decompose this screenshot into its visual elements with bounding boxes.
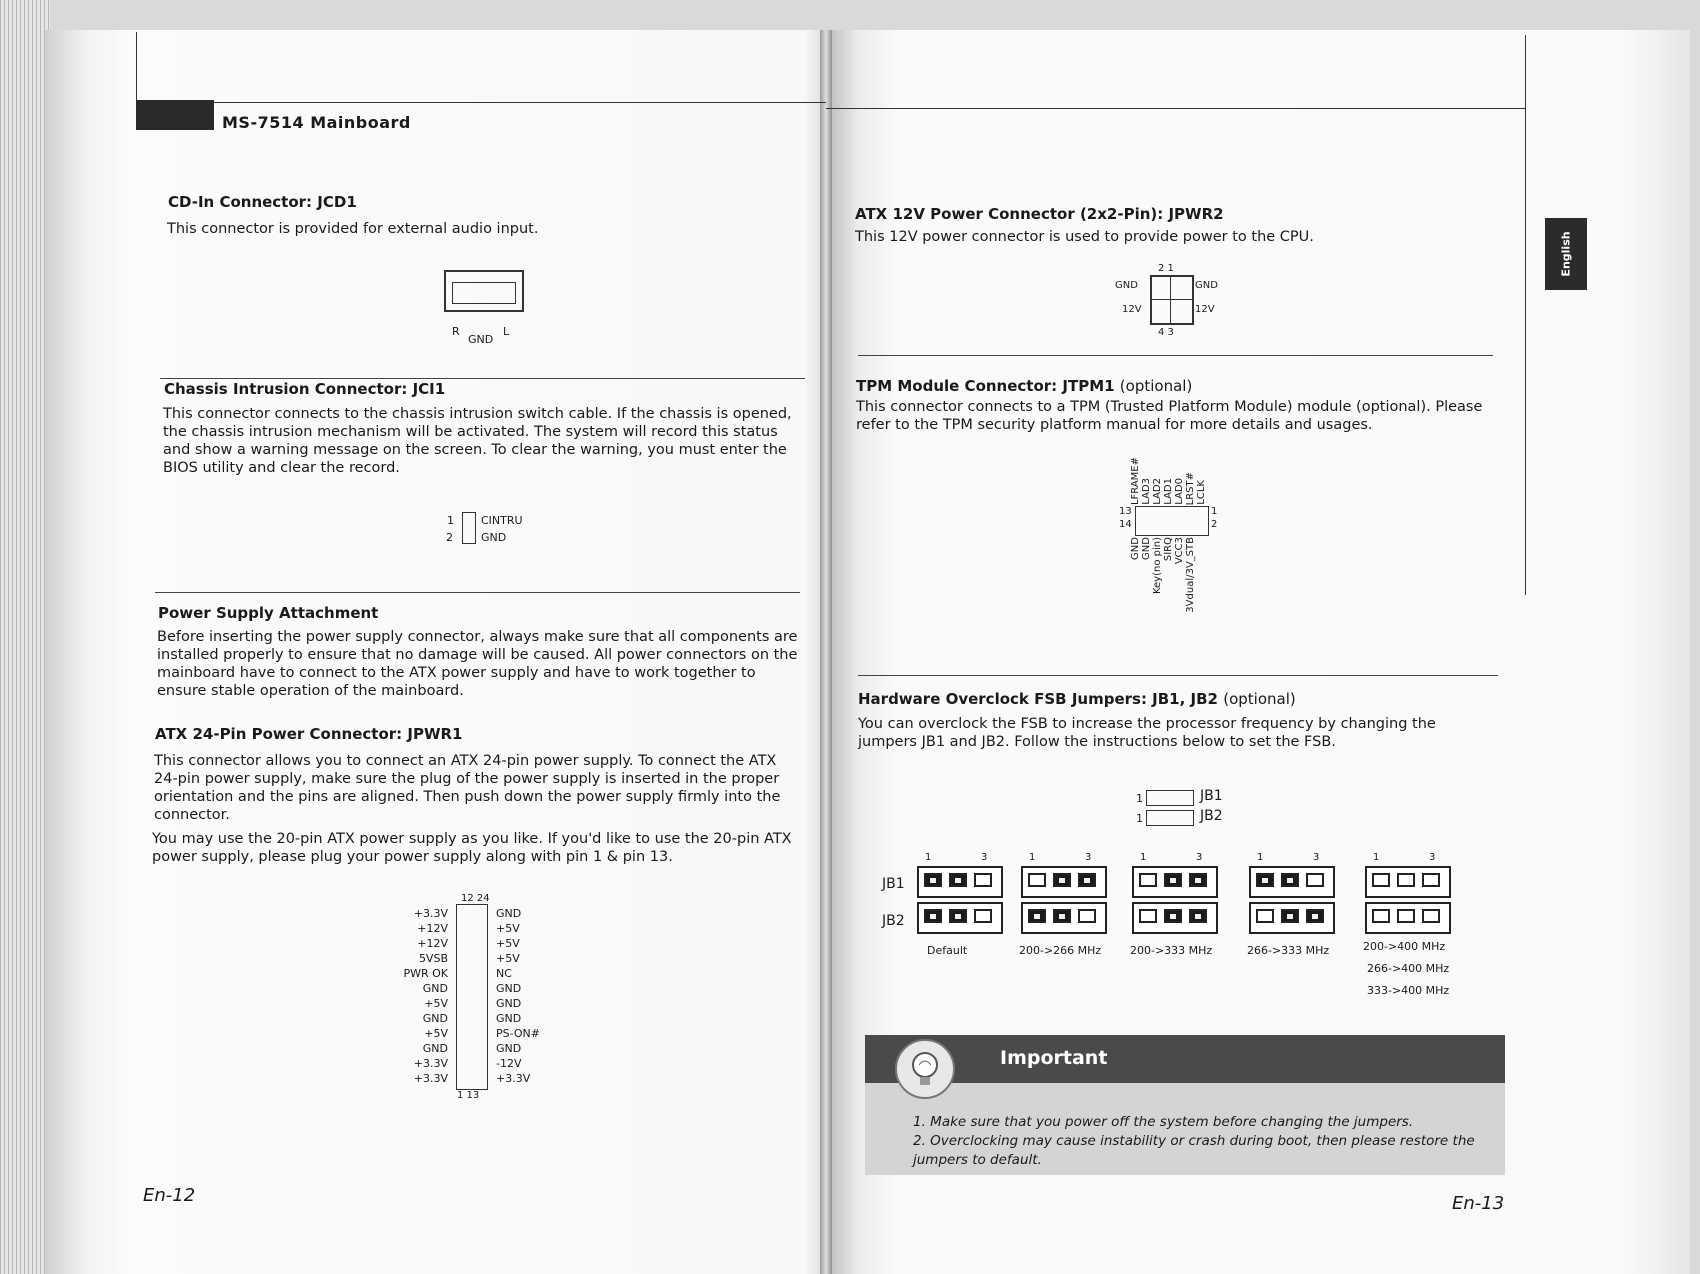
section-divider — [160, 378, 805, 379]
chassis-pin-label: CINTRU — [481, 514, 523, 527]
important-title: Important — [1000, 1047, 1108, 1069]
tpm-pin-label: LCLK — [1196, 480, 1207, 505]
atx24-right-pin-labels — [496, 906, 576, 1086]
fsb-jumper-jb2 — [1132, 902, 1218, 934]
jumper-pin — [924, 873, 942, 887]
important-list — [905, 1113, 1493, 1170]
jumper-pin — [974, 873, 992, 887]
jumper-pin — [1422, 873, 1440, 887]
important-box — [865, 1035, 1505, 1175]
tpm-heading — [856, 377, 1192, 395]
page-header-title: MS-7514 Mainboard — [222, 113, 411, 132]
jumper-pin — [1164, 909, 1182, 923]
jumper-pin — [1281, 873, 1299, 887]
header-bar — [136, 100, 214, 130]
cd-in-heading: CD-In Connector: JCD1 — [168, 193, 357, 211]
atx24-pin-label: GND — [496, 907, 522, 920]
atx24-pin-label: +12V — [417, 937, 448, 950]
fsb-col-num: 1 — [1140, 852, 1147, 863]
tpm-row-num: 2 — [1211, 519, 1218, 530]
fsb-text: You can overclock the FSB to increase the processor frequency by changing the jumpers JB1 and JB2. Follow the instructions below to set the FSB. — [858, 716, 1436, 750]
frame-line — [826, 108, 1526, 109]
fsb-col-num: 3 — [1085, 852, 1092, 863]
fsb-setting-label: 200->333 MHz — [1130, 944, 1213, 957]
atx12v-heading: ATX 12V Power Connector (2x2-Pin): JPWR2 — [855, 205, 1224, 223]
atx24-pin-label: +3.3V — [413, 1072, 448, 1085]
fsb-col-num: 3 — [1313, 852, 1320, 863]
tpm-pin-label: LFRAME# — [1130, 456, 1141, 505]
important-header-bar — [865, 1035, 1505, 1083]
language-tab-label: English — [1559, 231, 1573, 277]
jumper-pin — [1078, 909, 1096, 923]
jumper-pin — [1256, 909, 1274, 923]
jumper-pin — [924, 909, 942, 923]
important-item: 2. Overclocking may cause instability or crash during boot, then please restore the jumpers to default. — [913, 1133, 1475, 1168]
atx24-bottom-nums: 1 13 — [457, 1090, 480, 1101]
tpm-pin-label: LAD2 — [1152, 478, 1163, 505]
atx24-text: This connector allows you to connect an ATX 24-pin power supply. To connect the ATX 24-pin power supply, make sure the plug of the power supply is inserted in the proper orientation and the pins are aligned. Then push down the power supply firmly into the connector. — [154, 753, 781, 823]
fsb-setting-label: 200->400 MHz — [1363, 940, 1446, 953]
tpm-connector-diagram — [1135, 506, 1209, 536]
jumper-pin — [949, 909, 967, 923]
fsb-jumper-jb2 — [1249, 902, 1335, 934]
jumper-pin — [1397, 909, 1415, 923]
page-number-left: En-12 — [143, 1185, 196, 1206]
fsb-col-num: 1 — [1029, 852, 1036, 863]
frame-line — [1525, 35, 1526, 595]
atx24-pin-label: -12V — [496, 1057, 522, 1070]
fsb-jumper-jb1 — [1249, 866, 1335, 898]
fsb-col-num: 3 — [1429, 852, 1436, 863]
fsb-jumper-jb1 — [1365, 866, 1451, 898]
fsb-jumper-jb2 — [1365, 902, 1451, 934]
tpm-row-num: 13 — [1119, 506, 1132, 517]
power-supply-text: Before inserting the power supply connector, always make sure that all components are installed properly to ensure that no damage will be caused. All power connectors on the mainboard have to connect to the ATX power supply and have to work together to ensure stable operation of the mainboard. — [157, 629, 798, 699]
fsb-col-num: 3 — [1196, 852, 1203, 863]
jumper-pin — [1164, 873, 1182, 887]
power-supply-heading: Power Supply Attachment — [158, 604, 379, 622]
jumper-pin — [1028, 909, 1046, 923]
section-divider — [858, 355, 1493, 356]
jumper-pin — [1372, 873, 1390, 887]
fsb-row-label-jb1: JB1 — [882, 876, 905, 892]
atx24-left-pin-labels — [372, 906, 448, 1086]
atx24-pin-label: +5V — [496, 937, 520, 950]
cd-in-pin-l: L — [503, 325, 510, 338]
fsb-col-num: 1 — [1257, 852, 1264, 863]
tpm-pin-label: SIRQ — [1163, 537, 1174, 562]
fsb-col-num: 1 — [925, 852, 932, 863]
fsb-legend-num: 1 — [1136, 812, 1143, 825]
jumper-pin — [1422, 909, 1440, 923]
fsb-col-num: 3 — [981, 852, 988, 863]
cd-in-pin-gnd: GND — [468, 333, 494, 346]
fsb-row-label-jb2: JB2 — [882, 913, 905, 929]
fsb-setting-label: 266->333 MHz — [1247, 944, 1330, 957]
tpm-pin-label: LAD3 — [1141, 478, 1152, 505]
tpm-pin-label: Key(no pin) — [1152, 537, 1163, 595]
frame-line — [136, 32, 137, 102]
fsb-heading — [858, 690, 1296, 708]
atx24-top-nums: 12 24 — [461, 893, 490, 904]
section-divider — [155, 592, 800, 593]
atx12v-text: This 12V power connector is used to provide power to the CPU. — [855, 229, 1314, 245]
tpm-row-num: 14 — [1119, 519, 1132, 530]
atx24-pin-label: GND — [496, 982, 522, 995]
atx12v-bottom-nums: 4 3 — [1158, 327, 1174, 338]
page-number-right: En-13 — [1452, 1193, 1505, 1214]
jumper-pin — [1028, 873, 1046, 887]
tpm-heading-text: TPM Module Connector: JTPM1 — [856, 377, 1115, 395]
jumper-pin — [949, 873, 967, 887]
section-divider — [858, 675, 1498, 676]
atx24-pin-label: +5V — [496, 922, 520, 935]
fsb-jumper-jb1 — [917, 866, 1003, 898]
frame-line — [136, 102, 826, 103]
jumper-pin — [1053, 873, 1071, 887]
cd-in-pin-r: R — [452, 325, 460, 338]
jumper-pin — [1189, 909, 1207, 923]
jumper-pin — [1306, 909, 1324, 923]
jumper-pin — [1189, 873, 1207, 887]
jumper-pin — [1256, 873, 1274, 887]
jumper-pin — [974, 909, 992, 923]
chassis-pin-label: GND — [481, 531, 507, 544]
jumper-pin — [1078, 873, 1096, 887]
atx24-pin-label: PS-ON# — [496, 1027, 540, 1040]
jumper-pin — [1306, 873, 1324, 887]
fsb-jumper-jb1 — [1132, 866, 1218, 898]
tpm-pin-label: GND — [1141, 537, 1152, 560]
jumper-pin — [1397, 873, 1415, 887]
atx24-pin-label: 5VSB — [418, 952, 448, 965]
atx24-pin-label: GND — [422, 1012, 448, 1025]
fsb-jumper-jb2 — [1021, 902, 1107, 934]
atx24-heading: ATX 24-Pin Power Connector: JPWR1 — [155, 725, 463, 743]
tpm-pin-label: GND — [1130, 537, 1141, 560]
atx24-pin-label: GND — [496, 1012, 522, 1025]
tpm-optional: (optional) — [1119, 377, 1193, 395]
atx24-connector-diagram — [456, 904, 488, 1090]
atx12v-label: GND — [1115, 280, 1138, 291]
atx24-pin-label: +3.3V — [413, 1057, 448, 1070]
fsb-jumper-jb2 — [917, 902, 1003, 934]
important-item: 1. Make sure that you power off the system before changing the jumpers. — [913, 1114, 1414, 1130]
language-tab[interactable] — [1545, 218, 1587, 290]
jumper-pin — [1372, 909, 1390, 923]
jumper-pin — [1053, 909, 1071, 923]
atx24-pin-label: GND — [496, 1042, 522, 1055]
atx24-pin-label: +5V — [424, 1027, 448, 1040]
atx12v-top-nums: 2 1 — [1158, 263, 1174, 274]
tpm-row-num: 1 — [1211, 506, 1218, 517]
tpm-pin-label: LRST# — [1185, 471, 1196, 505]
atx24-pin-label: PWR OK — [403, 967, 448, 980]
chassis-text: This connector connects to the chassis intrusion switch cable. If the chassis is opened, the chassis intrusion mechanism will be activated. The system will record this status and show a warning message on the screen. To clear the warning, you must enter the BIOS utility and clear the record. — [163, 406, 792, 476]
lightbulb-icon — [895, 1039, 955, 1099]
jumper-pin — [1281, 909, 1299, 923]
atx24-pin-label: +3.3V — [413, 907, 448, 920]
chassis-pin-num: 1 — [447, 514, 454, 527]
fsb-extra-label: 333->400 MHz — [1367, 984, 1450, 997]
cd-in-text: This connector is provided for external audio input. — [167, 221, 539, 237]
atx24-pin-label: +12V — [417, 922, 448, 935]
book-spine — [820, 30, 832, 1274]
fsb-jumper-jb1 — [1021, 866, 1107, 898]
atx12v-label: GND — [1195, 280, 1218, 291]
fsb-setting-label: Default — [927, 944, 968, 957]
tpm-pin-label: VCC3 — [1174, 537, 1185, 565]
jumper-pin — [1139, 873, 1157, 887]
atx24-pin-label: +3.3V — [496, 1072, 531, 1085]
atx24-pin-label: GND — [496, 997, 522, 1010]
book-edge — [0, 0, 50, 1274]
cd-in-connector-diagram — [444, 270, 524, 312]
tpm-pin-label: LAD1 — [1163, 478, 1174, 505]
atx24-text-20pin: You may use the 20-pin ATX power supply as you like. If you'd like to use the 20-pin ATX power supply, please plug your power supply along with pin 1 & pin 13. — [152, 831, 792, 865]
fsb-col-num: 1 — [1373, 852, 1380, 863]
chassis-heading: Chassis Intrusion Connector: JCI1 — [164, 380, 446, 398]
fsb-heading-text: Hardware Overclock FSB Jumpers: JB1, JB2 — [858, 690, 1218, 708]
tpm-pin-label: 3Vdual/3V_STB — [1185, 537, 1196, 613]
fsb-legend-jb2-diagram — [1146, 810, 1194, 826]
atx24-pin-label: +5V — [496, 952, 520, 965]
atx12v-label: 12V — [1122, 304, 1142, 315]
chassis-pin-num: 2 — [446, 531, 453, 544]
atx24-pin-label: NC — [496, 967, 512, 980]
fsb-legend-jb1: JB1 — [1200, 788, 1223, 804]
atx24-pin-label: GND — [422, 982, 448, 995]
atx24-pin-label: +5V — [424, 997, 448, 1010]
fsb-legend-jb2: JB2 — [1200, 808, 1223, 824]
fsb-extra-label: 266->400 MHz — [1367, 962, 1450, 975]
fsb-legend-jb1-diagram — [1146, 790, 1194, 806]
fsb-optional: (optional) — [1223, 690, 1296, 708]
atx12v-label: 12V — [1195, 304, 1215, 315]
chassis-connector-diagram — [462, 512, 476, 544]
atx24-pin-label: GND — [422, 1042, 448, 1055]
jumper-pin — [1139, 909, 1157, 923]
tpm-text: This connector connects to a TPM (Trusted Platform Module) module (optional). Please refer to the TPM security platform manual for more details and usages. — [856, 399, 1483, 433]
atx12v-connector-diagram — [1150, 275, 1194, 325]
tpm-pin-label: LAD0 — [1174, 478, 1185, 505]
fsb-legend-num: 1 — [1136, 792, 1143, 805]
fsb-setting-label: 200->266 MHz — [1019, 944, 1102, 957]
